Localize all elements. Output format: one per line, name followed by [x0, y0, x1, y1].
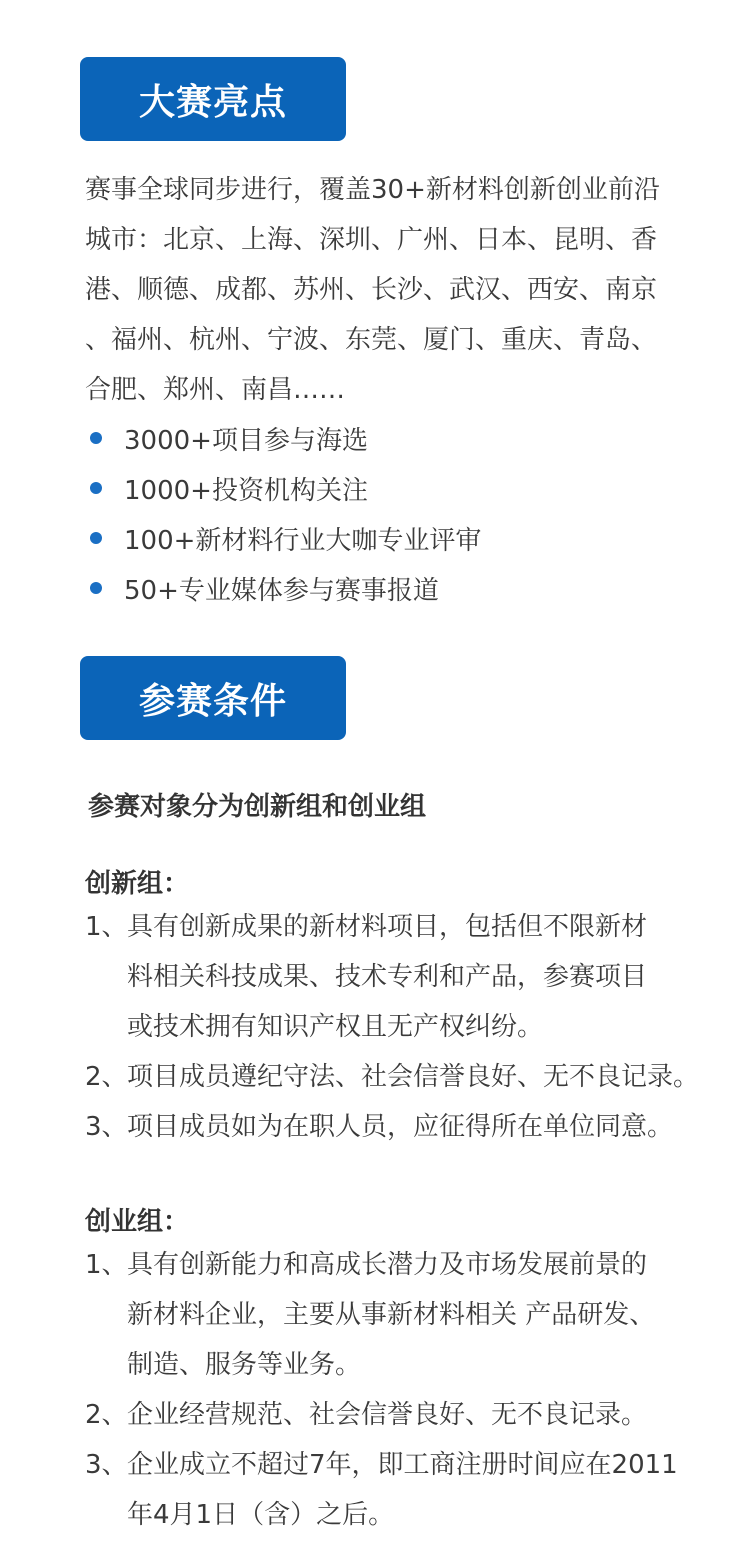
item-number: 1、 — [85, 1250, 128, 1280]
requirements-subtitle: 参赛对象分为创新组和创业组 — [88, 792, 427, 822]
bullet-icon — [90, 482, 102, 494]
item-line: 企业成立不超过7年，即工商注册时间应在2011 — [127, 1450, 678, 1480]
item-number: 2、 — [85, 1062, 128, 1092]
startup-item-3 — [85, 1440, 725, 1540]
item-line: 或技术拥有知识产权且无产权纠纷。 — [127, 1012, 544, 1042]
intro-line: 赛事全球同步进行，覆盖30+新材料创新创业前沿 — [85, 175, 660, 205]
innovation-group-label: 创新组： — [85, 869, 190, 899]
section-title-highlights: 大赛亮点 — [80, 57, 346, 141]
item-number: 3、 — [85, 1450, 128, 1480]
item-line: 年4月1日（含）之后。 — [127, 1500, 395, 1530]
item-line: 项目成员如为在职人员，应征得所在单位同意。 — [127, 1112, 674, 1142]
innovation-item-1 — [85, 902, 725, 1052]
intro-line: 港、顺德、成都、苏州、长沙、武汉、西安、南京 — [85, 275, 658, 305]
item-number: 1、 — [85, 912, 128, 942]
startup-item-1 — [85, 1240, 725, 1390]
bullet-icon — [90, 432, 102, 444]
intro-line: 、福州、杭州、宁波、东莞、厦门、重庆、青岛、 — [85, 325, 658, 355]
bullet-text: 3000+项目参与海选 — [124, 425, 368, 456]
item-number: 2、 — [85, 1400, 128, 1430]
item-number: 3、 — [85, 1112, 128, 1142]
innovation-item-2 — [85, 1052, 725, 1102]
intro-line: 合肥、郑州、南昌…… — [85, 375, 346, 405]
highlights-list — [90, 413, 481, 613]
item-line: 新材料企业，主要从事新材料相关 产品研发、 — [127, 1300, 656, 1330]
list-item — [90, 563, 481, 613]
bullet-text: 50+专业媒体参与赛事报道 — [124, 575, 439, 606]
bullet-text: 100+新材料行业大咖专业评审 — [124, 525, 482, 556]
list-item — [90, 463, 481, 513]
intro-paragraph — [85, 165, 685, 415]
section-title-requirements: 参赛条件 — [80, 656, 346, 740]
item-line: 具有创新成果的新材料项目，包括但不限新材 — [127, 912, 648, 942]
innovation-item-3 — [85, 1102, 725, 1152]
item-line: 具有创新能力和高成长潜力及市场发展前景的 — [127, 1250, 648, 1280]
item-line: 料相关科技成果、技术专利和产品，参赛项目 — [127, 962, 648, 992]
item-line: 项目成员遵纪守法、社会信誉良好、无不良记录。 — [127, 1062, 700, 1092]
item-line: 企业经营规范、社会信誉良好、无不良记录。 — [127, 1400, 648, 1430]
bullet-icon — [90, 582, 102, 594]
list-item — [90, 413, 481, 463]
item-line: 制造、服务等业务。 — [127, 1350, 362, 1380]
startup-group-label: 创业组： — [85, 1207, 190, 1237]
bullet-text: 1000+投资机构关注 — [124, 475, 368, 506]
bullet-icon — [90, 532, 102, 544]
intro-line: 城市：北京、上海、深圳、广州、日本、昆明、香 — [85, 225, 658, 255]
startup-item-2 — [85, 1390, 725, 1440]
list-item — [90, 513, 481, 563]
